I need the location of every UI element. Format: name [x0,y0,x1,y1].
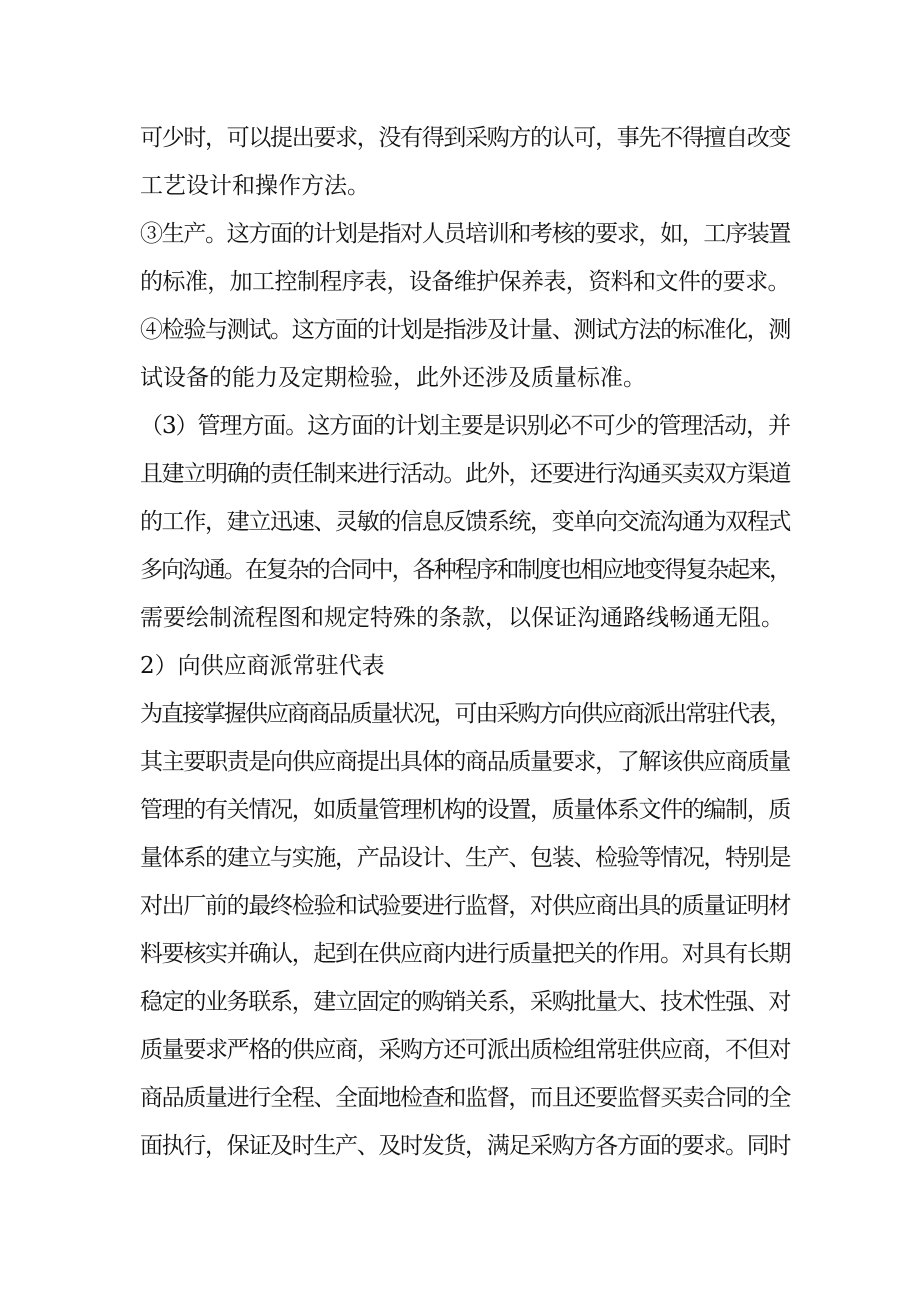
text-line: 量体系的建立与实施，产品设计、生产、包装、检验等情况，特别是 [140,845,791,871]
text-line: 稳定的业务联系，建立固定的购销关系，采购批量大、技术性强、对 [140,989,791,1015]
text-line: 其主要职责是向供应商提出具体的商品质量要求，了解该供应商质量 [140,749,791,775]
section-heading: 2）向供应商派常驻代表 [140,653,385,679]
document-body [140,114,790,1170]
text-line: 商品质量进行全程、全面地检查和监督，而且还要监督买卖合同的全 [140,1085,791,1111]
text-line: 管理的有关情况，如质量管理机构的设置，质量体系文件的编制，质 [140,797,791,823]
text-line: 的标准，加工控制程序表，设备维护保养表，资料和文件的要求。 [140,269,790,295]
text-line: 可少时，可以提出要求，没有得到采购方的认可，事先不得擅自改变 [140,125,791,151]
text-line: 需要绘制流程图和规定特殊的条款，以保证沟通路线畅通无阻。 [140,605,784,631]
text-line: 多向沟通。在复杂的合同中，各种程序和制度也相应地变得复杂起来， [140,557,791,583]
text-line: 料要核实并确认，起到在供应商内进行质量把关的作用。对具有长期 [140,941,791,967]
text-line: 面执行，保证及时生产、及时发货，满足采购方各方面的要求。同时 [140,1133,791,1159]
text-line: 的工作，建立迅速、灵敏的信息反馈系统，变单向交流沟通为双程式 [140,509,791,535]
text-line: 为直接掌握供应商商品质量状况，可由采购方向供应商派出常驻代表， [140,701,791,727]
text-line: （3）管理方面。这方面的计划主要是识别必不可少的管理活动，并 [140,413,790,439]
text-line: 工艺设计和操作方法。 [140,173,370,199]
text-line: ③生产。这方面的计划是指对人员培训和考核的要求，如，工序装置 [140,221,791,247]
text-line: ④检验与测试。这方面的计划是指涉及计量、测试方法的标准化，测 [140,317,791,343]
text-line: 且建立明确的责任制来进行活动。此外，还要进行沟通买卖双方渠道 [140,461,791,487]
text-line: 对出厂前的最终检验和试验要进行监督，对供应商出具的质量证明材 [140,893,791,919]
text-line: 试设备的能力及定期检验，此外还涉及质量标准。 [140,365,646,391]
text-line: 质量要求严格的供应商，采购方还可派出质检组常驻供应商，不但对 [140,1037,791,1063]
